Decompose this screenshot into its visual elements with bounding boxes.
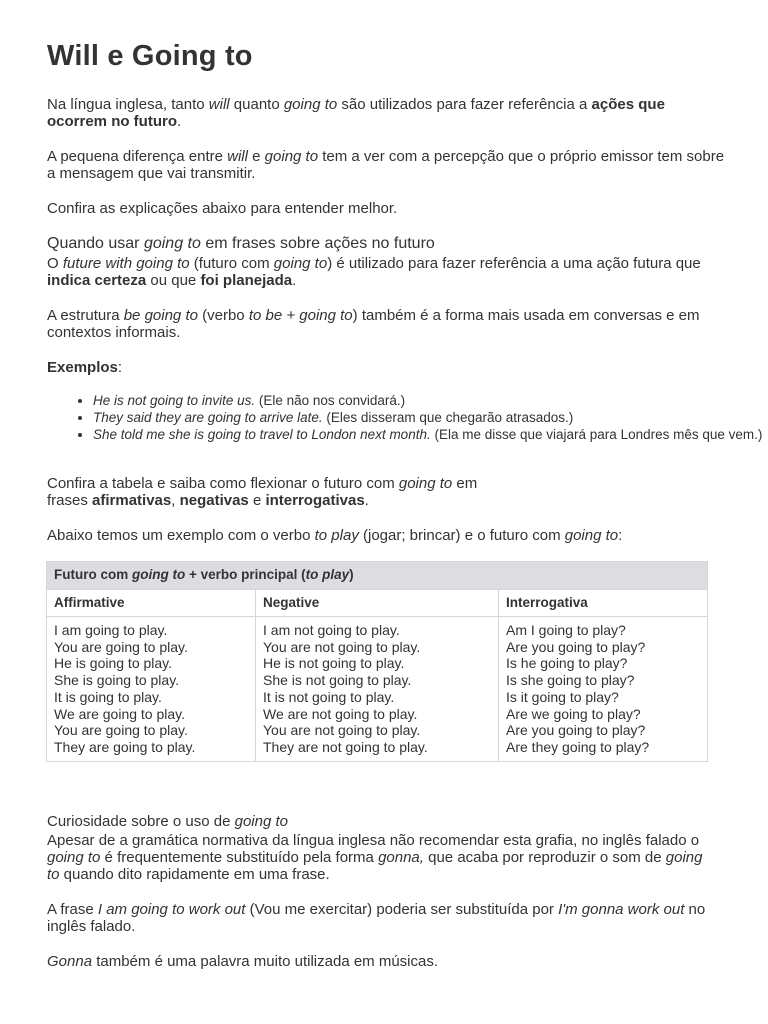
text: (Vou me exercitar) poderia ser substituída por (245, 901, 559, 918)
emphasis: indica certeza (47, 272, 147, 289)
text: que acaba por reproduzir o som de (423, 849, 666, 866)
sentence: He is going to play. (54, 655, 173, 672)
text: no inglês falado. (47, 901, 706, 935)
example-english: They said they are going to arrive late. (93, 410, 323, 425)
emphasis: interrogativas (265, 492, 365, 509)
text: ) (349, 567, 354, 582)
sentence: It is not going to play. (263, 688, 395, 705)
text: : (117, 359, 123, 376)
text: Curiosidade sobre o uso de (47, 813, 235, 830)
section1-paragraph-4 (47, 527, 727, 544)
example-english: She told me she is going to travel to London next month. (93, 427, 431, 442)
intro-paragraph-2 (47, 148, 727, 182)
table-caption (47, 562, 708, 590)
conjugation-table (46, 561, 708, 762)
example-translation: (Eles disseram que chegarão atrasados.) (322, 410, 574, 425)
term: going to (47, 849, 703, 883)
example-translation: (Ele não nos convidará.) (255, 393, 406, 408)
table-row (47, 617, 708, 762)
term-going-to: going to (283, 96, 338, 113)
section1-paragraph-3 (47, 475, 507, 509)
term: I'm gonna work out (558, 901, 685, 918)
text: , (171, 492, 180, 509)
sentence: Is she going to play? (506, 672, 635, 689)
term: to play (305, 567, 350, 582)
term-gonna: Gonna (47, 953, 93, 970)
text: e (248, 492, 266, 509)
term: going to (398, 475, 453, 492)
sentence: I am not going to play. (263, 622, 400, 638)
text: . (364, 492, 369, 509)
sentence: We are going to play. (54, 705, 186, 722)
table-caption-row (47, 562, 708, 590)
example-translation: (Ela me disse que viajará para Londres mês que vem.) (430, 427, 763, 442)
term: going to (47, 849, 101, 866)
text: A pequena diferença entre (47, 148, 228, 165)
term: going to (273, 255, 328, 272)
sentence: Are you going to play? (506, 638, 646, 655)
term: future with going to (62, 255, 190, 272)
emphasis: ações que ocorrem no futuro (47, 96, 665, 130)
sentence: I am going to play. (54, 622, 168, 638)
section2-paragraph-2 (47, 901, 727, 935)
text: e (247, 148, 265, 165)
sentence: Am I going to play? (506, 622, 626, 638)
text: (futuro com (189, 255, 274, 272)
sentence: You are going to play. (54, 638, 188, 655)
sentence: You are not going to play. (263, 722, 421, 739)
column-header-affirmative: Affirmative (47, 590, 256, 617)
text: ) é utilizado para fazer referência a uma ação futura que (327, 255, 701, 272)
column-header-negative: Negative (256, 590, 499, 617)
text: são utilizados para fazer referência a (337, 96, 592, 113)
section2-paragraph-1 (47, 832, 717, 883)
term-will: will (227, 148, 248, 165)
term: going to (132, 567, 186, 582)
column-header-interrogative: Interrogativa (499, 590, 708, 617)
text: também é uma palavra muito utilizada em músicas. (92, 953, 439, 970)
text: + verbo principal ( (185, 567, 306, 582)
text: ou que (146, 272, 201, 289)
emphasis: foi planejada (200, 272, 293, 289)
list-item (93, 426, 768, 443)
section-heading-going-to (47, 235, 727, 253)
list-item (93, 409, 768, 426)
term-going-to: going to (264, 148, 319, 165)
affirmative-cell (47, 617, 256, 762)
text: . (177, 113, 182, 130)
sentence: She is going to play. (54, 672, 180, 689)
sentence: They are not going to play. (263, 738, 428, 755)
term: gonna, (378, 849, 424, 866)
text: Confira a tabela e saiba como flexionar o futuro com (47, 475, 399, 492)
text: Apesar de a gramática normativa da língua inglesa não recomendar esta grafia, no inglês falado o (47, 832, 700, 849)
text: (jogar; brincar) e o futuro com (358, 527, 565, 544)
text: em frases sobre ações no futuro (200, 235, 435, 252)
text: tem a ver com a percepção que o próprio emissor tem sobre a mensagem que vai transmitir. (47, 148, 725, 182)
example-english: He is not going to invite us. (93, 393, 256, 408)
text: ) também é a forma mais usada em conversas e em contextos informais. (47, 307, 700, 341)
text: é frequentemente substituído pela forma (100, 849, 379, 866)
term: I am going to work out (97, 901, 246, 918)
sentence: Is it going to play? (506, 688, 619, 705)
text: : (618, 527, 623, 544)
list-item (93, 392, 768, 409)
examples-heading: Exemplos (47, 359, 118, 376)
sentence: Are you going to play? (506, 722, 646, 739)
term: to be + going to (248, 307, 353, 324)
intro-paragraph-1 (47, 96, 727, 130)
term: going to (564, 527, 619, 544)
table-header-row (47, 590, 708, 617)
text: Quando usar (47, 235, 144, 252)
text: (verbo (197, 307, 249, 324)
sentence: They are going to play. (54, 738, 196, 755)
emphasis: negativas (179, 492, 249, 509)
emphasis: afirmativas (92, 492, 172, 509)
examples-list (47, 392, 768, 443)
sentence: You are going to play. (54, 722, 188, 739)
text: Abaixo temos um exemplo com o verbo (47, 527, 315, 544)
section1-paragraph-1 (47, 255, 727, 289)
section-heading-curiosity (47, 813, 727, 830)
sentence: Are we going to play? (506, 705, 641, 722)
intro-paragraph-3: Confira as explicações abaixo para entender melhor. (47, 200, 398, 217)
text: A frase (47, 901, 98, 918)
sentence: Is he going to play? (506, 655, 628, 672)
sentence: Are they going to play? (506, 738, 650, 755)
section1-paragraph-2 (47, 307, 727, 341)
term-going-to: going to (234, 813, 289, 830)
term: to play (314, 527, 359, 544)
sentence: He is not going to play. (263, 655, 405, 672)
sentence: It is going to play. (54, 688, 162, 705)
term-will: will (208, 96, 230, 113)
interrogative-cell (499, 617, 708, 762)
sentence: We are not going to play. (263, 705, 418, 722)
text: Na língua inglesa, tanto (47, 96, 209, 113)
text: em frases (47, 475, 478, 509)
sentence: She is not going to play. (263, 672, 412, 689)
text: A estrutura (47, 307, 124, 324)
page-title: Will e Going to (47, 40, 253, 72)
term-going-to: going to (143, 235, 201, 252)
sentence: You are not going to play. (263, 638, 421, 655)
examples-label (47, 359, 727, 376)
negative-cell (256, 617, 499, 762)
text: . (292, 272, 297, 289)
term: be going to (123, 307, 198, 324)
section2-paragraph-3 (47, 953, 727, 970)
text: O (47, 255, 63, 272)
text: Futuro com (54, 567, 132, 582)
text: quanto (229, 96, 284, 113)
text: quando dito rapidamente em uma frase. (59, 866, 330, 883)
